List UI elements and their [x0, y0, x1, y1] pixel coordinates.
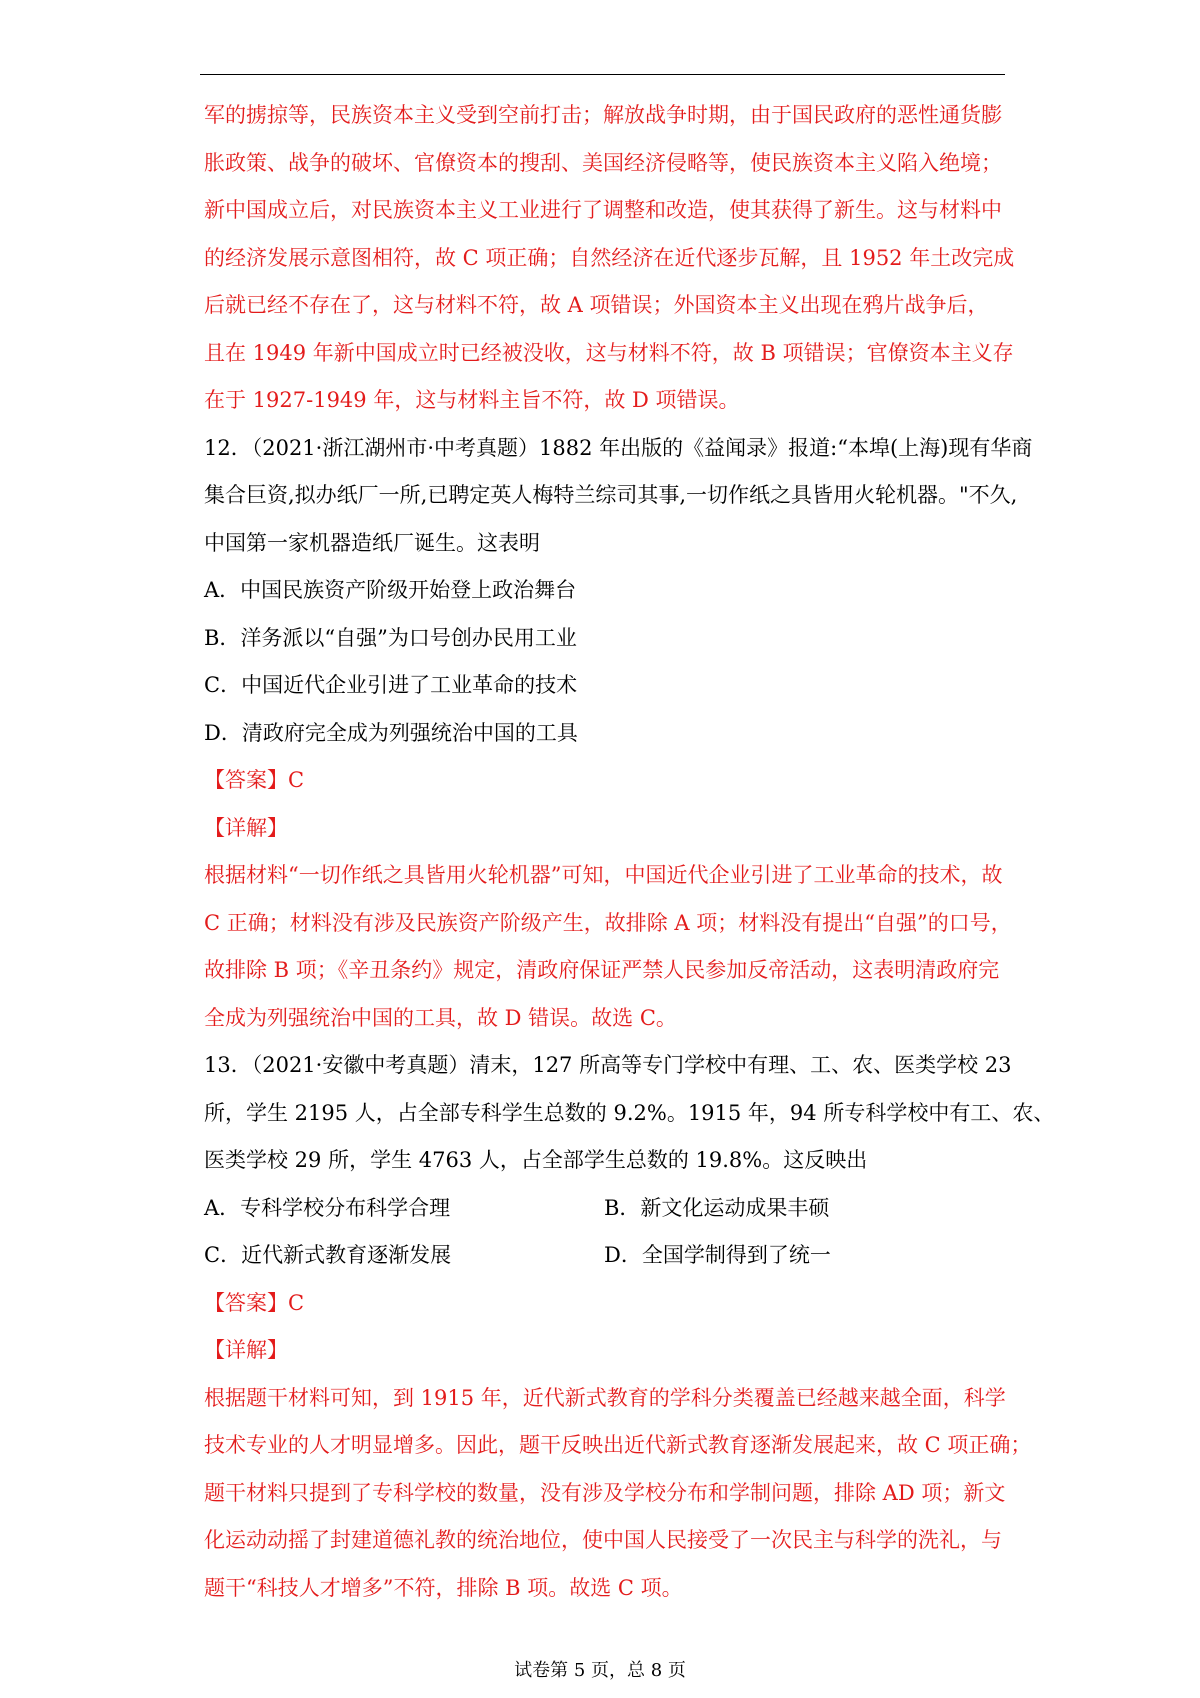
- explanation-line: 新中国成立后，对民族资本主义工业进行了调整和改造，使其获得了新生。这与材料中: [204, 198, 1002, 222]
- explanation-line: 题干“科技人才增多”不符，排除 B 项。故选 C 项。: [204, 1575, 683, 1600]
- detail-label: 【详解】: [204, 815, 288, 840]
- option-b: B．新文化运动成果丰硕: [604, 1195, 830, 1220]
- explanation-line: 化运动动摇了封建道德礼教的统治地位，使中国人民接受了一次民主与科学的洗礼，与: [204, 1528, 1002, 1552]
- question-stem-line: 所，学生 2195 人，占全部专科学生总数的 9.2%。1915 年，94 所专科学校中有工、农、: [204, 1100, 1055, 1125]
- explanation-line: 在于 1927-1949 年，这与材料主旨不符，故 D 项错误。: [204, 388, 740, 412]
- option-d: D．清政府完全成为列强统治中国的工具: [204, 720, 578, 745]
- option-a: A．专科学校分布科学合理: [204, 1195, 451, 1220]
- question-stem-line: 医类学校 29 所，学生 4763 人，占全部学生总数的 19.8%。这反映出: [204, 1148, 868, 1172]
- question-13: [204, 1042, 1055, 1612]
- explanation-line: 故排除 B 项；《辛丑条约》规定，清政府保证严禁人民参加反帝活动，这表明清政府完: [204, 958, 1000, 982]
- page-footer: 试卷第 5 页，总 8 页: [514, 1660, 686, 1681]
- question-stem-line: 集合巨资,拟办纸厂一所,已聘定英人梅特兰综司其事,一切作纸之具皆用火轮机器。"不久,: [204, 483, 1018, 507]
- question-stem-line: 13．（2021·安徽中考真题）清末，127 所高等专门学校中有理、工、农、医类学校 23: [204, 1053, 1012, 1077]
- explanation-line: 后就已经不存在了，这与材料不符，故 A 项错误；外国资本主义出现在鸦片战争后，: [204, 293, 989, 317]
- option-b: B．洋务派以“自强”为口号创办民用工业: [204, 625, 577, 650]
- explanation-line: 全成为列强统治中国的工具，故 D 错误。故选 C。: [204, 1005, 677, 1030]
- explanation-line: C 正确；材料没有涉及民族资产阶级产生，故排除 A 项；材料没有提出“自强”的口号，: [204, 910, 1012, 935]
- option-a: A．中国民族资产阶级开始登上政治舞台: [204, 578, 577, 602]
- explanation-line: 胀政策、战争的破坏、官僚资本的搜刮、美国经济侵略等，使民族资本主义陷入绝境；: [204, 150, 1002, 175]
- explanation-line: 根据题干材料可知，到 1915 年，近代新式教育的学科分类覆盖已经越来越全面，科学: [204, 1385, 1006, 1410]
- option-d: D．全国学制得到了统一: [604, 1243, 831, 1267]
- explanation-line: 技术专业的人才明显增多。因此，题干反映出近代新式教育逐渐发展起来，故 C 项正确；: [204, 1433, 1032, 1457]
- header-rule: [200, 74, 1005, 75]
- page-content: [204, 92, 1055, 1612]
- answer-label: 【答案】C: [204, 768, 305, 792]
- question-stem-line: 12．（2021·浙江湖州市·中考真题）1882 年出版的《益闻录》报道:“本埠(上海)现有华商: [204, 435, 1033, 460]
- answer-label: 【答案】C: [204, 1290, 305, 1315]
- detail-label: 【详解】: [204, 1338, 288, 1362]
- explanation-line: 根据材料“一切作纸之具皆用火轮机器”可知，中国近代企业引进了工业革命的技术，故: [204, 863, 1003, 887]
- option-c: C．近代新式教育逐渐发展: [204, 1243, 452, 1267]
- explanation-line: 的经济发展示意图相符，故 C 项正确；自然经济在近代逐步瓦解，且 1952 年土改完成: [204, 245, 1015, 270]
- question-stem-line: 中国第一家机器造纸厂诞生。这表明: [204, 530, 540, 555]
- question-12: [204, 425, 1033, 1043]
- prev-explanation: [204, 92, 1015, 425]
- explanation-line: 题干材料只提到了专科学校的数量，没有涉及学校分布和学制问题，排除 AD 项；新文: [204, 1480, 1006, 1505]
- option-c: C．中国近代企业引进了工业革命的技术: [204, 673, 578, 697]
- option-row: [204, 1232, 1004, 1280]
- explanation-line: 军的掳掠等，民族资本主义受到空前打击；解放战争时期，由于国民政府的恶性通货膨: [204, 103, 1002, 127]
- option-row: [204, 1185, 1004, 1233]
- explanation-line: 且在 1949 年新中国成立时已经被没收，这与材料不符，故 B 项错误；官僚资本主义存: [204, 340, 1014, 365]
